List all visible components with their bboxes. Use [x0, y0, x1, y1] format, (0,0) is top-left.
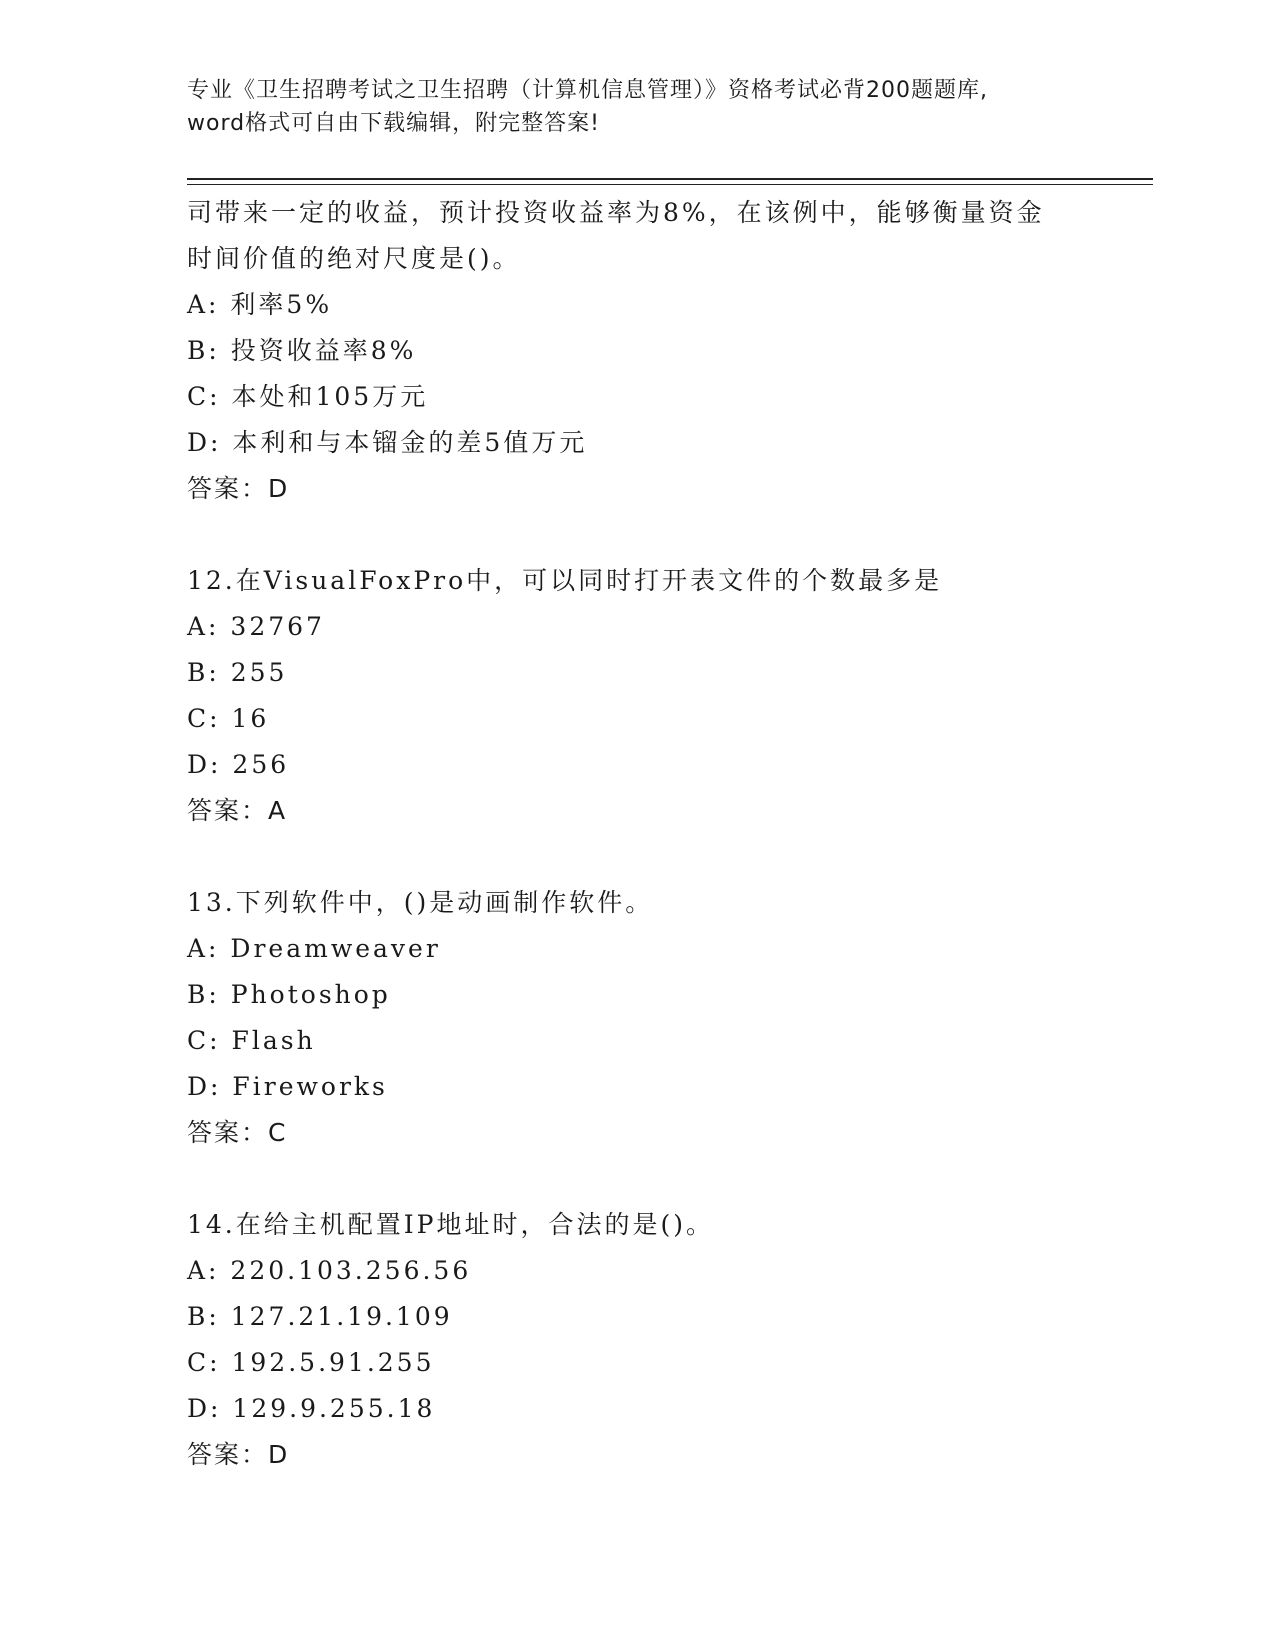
option-d: D: Fireworks: [187, 1072, 388, 1101]
question-stem: 时间价值的绝对尺度是()。: [187, 244, 521, 273]
question-13: [187, 880, 1137, 1156]
header-divider-thick: [187, 178, 1153, 180]
option-d: D: 本利和与本镏金的差5值万元: [187, 428, 588, 457]
option-c: C: Flash: [187, 1026, 316, 1055]
question-11: [187, 190, 1137, 512]
question-stem: 12.在VisualFoxPro中，可以同时打开表文件的个数最多是: [187, 566, 943, 595]
question-stem: 13.下列软件中，()是动画制作软件。: [187, 888, 654, 917]
question-list: [187, 190, 1137, 1478]
answer-line: 答案：C: [187, 1118, 288, 1147]
header-divider-thin: [187, 184, 1153, 185]
answer-line: 答案：D: [187, 1440, 290, 1469]
header-title-line-2: word格式可自由下载编辑，附完整答案!: [187, 111, 600, 136]
answer-line: 答案：D: [187, 474, 290, 503]
option-b: B: 255: [187, 658, 288, 687]
option-d: D: 256: [187, 750, 290, 779]
option-b: B: Photoshop: [187, 980, 391, 1009]
header-title-line-1: 专业《卫生招聘考试之卫生招聘（计算机信息管理）》资格考试必背200题题库,: [187, 78, 988, 103]
option-a: A: 利率5%: [187, 290, 333, 319]
answer-line: 答案：A: [187, 796, 288, 825]
question-stem: 14.在给主机配置IP地址时，合法的是()。: [187, 1210, 714, 1239]
option-b: B: 127.21.19.109: [187, 1302, 453, 1331]
question-14: [187, 1202, 1137, 1478]
question-12: [187, 558, 1137, 834]
document-header: [187, 74, 1087, 140]
option-a: A: 220.103.256.56: [187, 1256, 472, 1285]
option-a: A: 32767: [187, 612, 325, 641]
option-c: C: 192.5.91.255: [187, 1348, 435, 1377]
option-c: C: 本处和105万元: [187, 382, 429, 411]
option-a: A: Dreamweaver: [187, 934, 441, 963]
option-d: D: 129.9.255.18: [187, 1394, 436, 1423]
option-c: C: 16: [187, 704, 270, 733]
question-stem: 司带来一定的收益，预计投资收益率为8%，在该例中，能够衡量资金: [187, 198, 1045, 227]
option-b: B: 投资收益率8%: [187, 336, 417, 365]
